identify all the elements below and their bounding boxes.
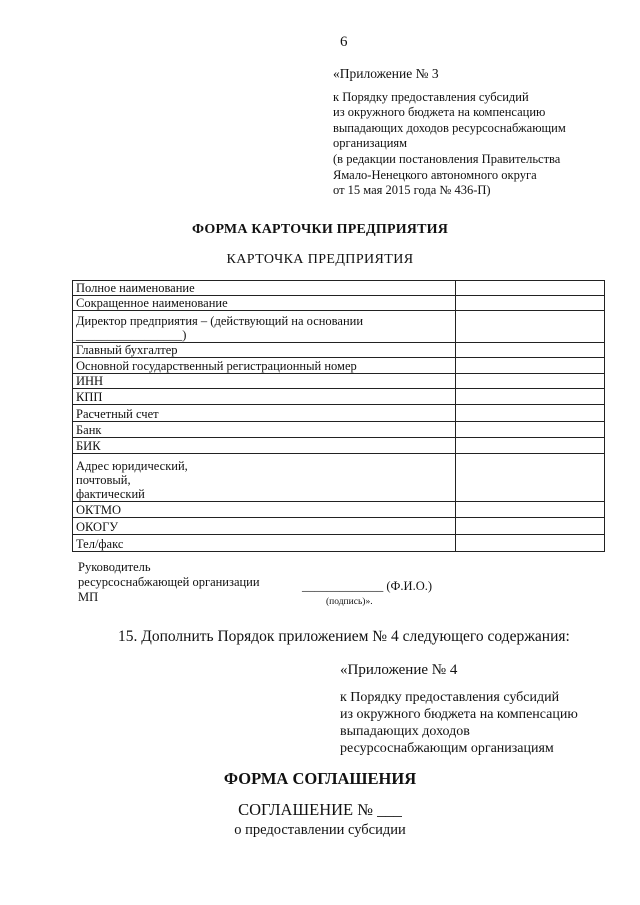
page-number: 6: [340, 34, 348, 50]
row-label: Сокращенное наименование: [73, 296, 456, 311]
appendix-3-header: [333, 66, 633, 199]
row-label-line: _________________): [76, 328, 187, 342]
enterprise-card-table: [72, 280, 605, 552]
appendix-3-line: Ямало-Ненецкого автономного округа: [333, 167, 537, 182]
signature-line: ресурсоснабжающей организации: [78, 575, 260, 589]
appendix-4-header: [340, 662, 630, 757]
row-label: КПП: [73, 389, 456, 405]
row-value: [456, 343, 605, 358]
row-label: Основной государственный регистрационный номер: [73, 358, 456, 374]
table-row: [73, 405, 605, 422]
row-label-line: Директор предприятия – (действующий на основании: [76, 314, 364, 328]
row-value: [456, 454, 605, 502]
agreement-title: СОГЛАШЕНИЕ № ___: [238, 800, 402, 819]
paragraph-15: 15. Дополнить Порядок приложением № 4 следующего содержания:: [118, 628, 570, 645]
table-row: [73, 358, 605, 374]
row-value: [456, 281, 605, 296]
row-label: Тел/факс: [73, 535, 456, 552]
appendix-3-line: выпадающих доходов ресурсоснабжающим: [333, 120, 566, 135]
card-subtitle: КАРТОЧКА ПРЕДПРИЯТИЯ: [226, 252, 414, 267]
appendix-3-line: к Порядку предоставления субсидий: [333, 89, 529, 104]
table-row: [73, 389, 605, 405]
row-label-line: фактический: [76, 487, 145, 501]
table-row: [73, 343, 605, 358]
row-value: [456, 438, 605, 454]
signature-block: [78, 560, 260, 605]
table-row: [73, 422, 605, 438]
row-label: Банк: [73, 422, 456, 438]
row-label: [73, 311, 456, 343]
row-value: [456, 311, 605, 343]
table-row: [73, 311, 605, 343]
row-value: [456, 358, 605, 374]
table-row: [73, 454, 605, 502]
signature-blank: _____________ (Ф.И.О.): [302, 579, 433, 593]
appendix-4-line: из окружного бюджета на компенсацию: [340, 707, 578, 722]
signature-caption: (подпись)».: [326, 597, 373, 607]
table-row: [73, 518, 605, 535]
table-row: [73, 535, 605, 552]
table-row: [73, 296, 605, 311]
table-row: [73, 438, 605, 454]
table-row: [73, 374, 605, 389]
form-card-title: ФОРМА КАРТОЧКИ ПРЕДПРИЯТИЯ: [191, 222, 449, 237]
appendix-4-line: выпадающих доходов: [340, 724, 470, 739]
row-label: Полное наименование: [73, 281, 456, 296]
row-label: Главный бухгалтер: [73, 343, 456, 358]
appendix-3-heading: «Приложение № 3: [333, 66, 439, 81]
row-label: [73, 454, 456, 502]
appendix-3-line: от 15 мая 2015 года № 436-П): [333, 183, 491, 198]
row-value: [456, 389, 605, 405]
row-label: ОКТМО: [73, 502, 456, 518]
row-label: ИНН: [73, 374, 456, 389]
row-label-line: почтовый,: [76, 473, 131, 487]
table-row: [73, 281, 605, 296]
appendix-3-line: из окружного бюджета на компенсацию: [333, 105, 546, 120]
row-value: [456, 502, 605, 518]
appendix-4-line: ресурсоснабжающим организациям: [340, 741, 554, 756]
signature-line: МП: [78, 590, 99, 604]
row-value: [456, 296, 605, 311]
appendix-4-heading: «Приложение № 4: [340, 662, 458, 678]
row-label-line: Адрес юридический,: [76, 459, 188, 473]
agreement-subtitle: о предоставлении субсидии: [234, 822, 406, 838]
row-value: [456, 422, 605, 438]
appendix-4-line: к Порядку предоставления субсидий: [340, 690, 560, 705]
row-value: [456, 518, 605, 535]
row-label: ОКОГУ: [73, 518, 456, 535]
form-agreement-title: ФОРМА СОГЛАШЕНИЯ: [223, 769, 417, 788]
row-value: [456, 405, 605, 422]
row-label: Расчетный счет: [73, 405, 456, 422]
row-value: [456, 535, 605, 552]
signature-line: Руководитель: [78, 560, 151, 574]
appendix-3-line: (в редакции постановления Правительства: [333, 151, 561, 166]
row-label: БИК: [73, 438, 456, 454]
table-row: [73, 502, 605, 518]
appendix-3-line: организациям: [333, 136, 408, 151]
row-value: [456, 374, 605, 389]
